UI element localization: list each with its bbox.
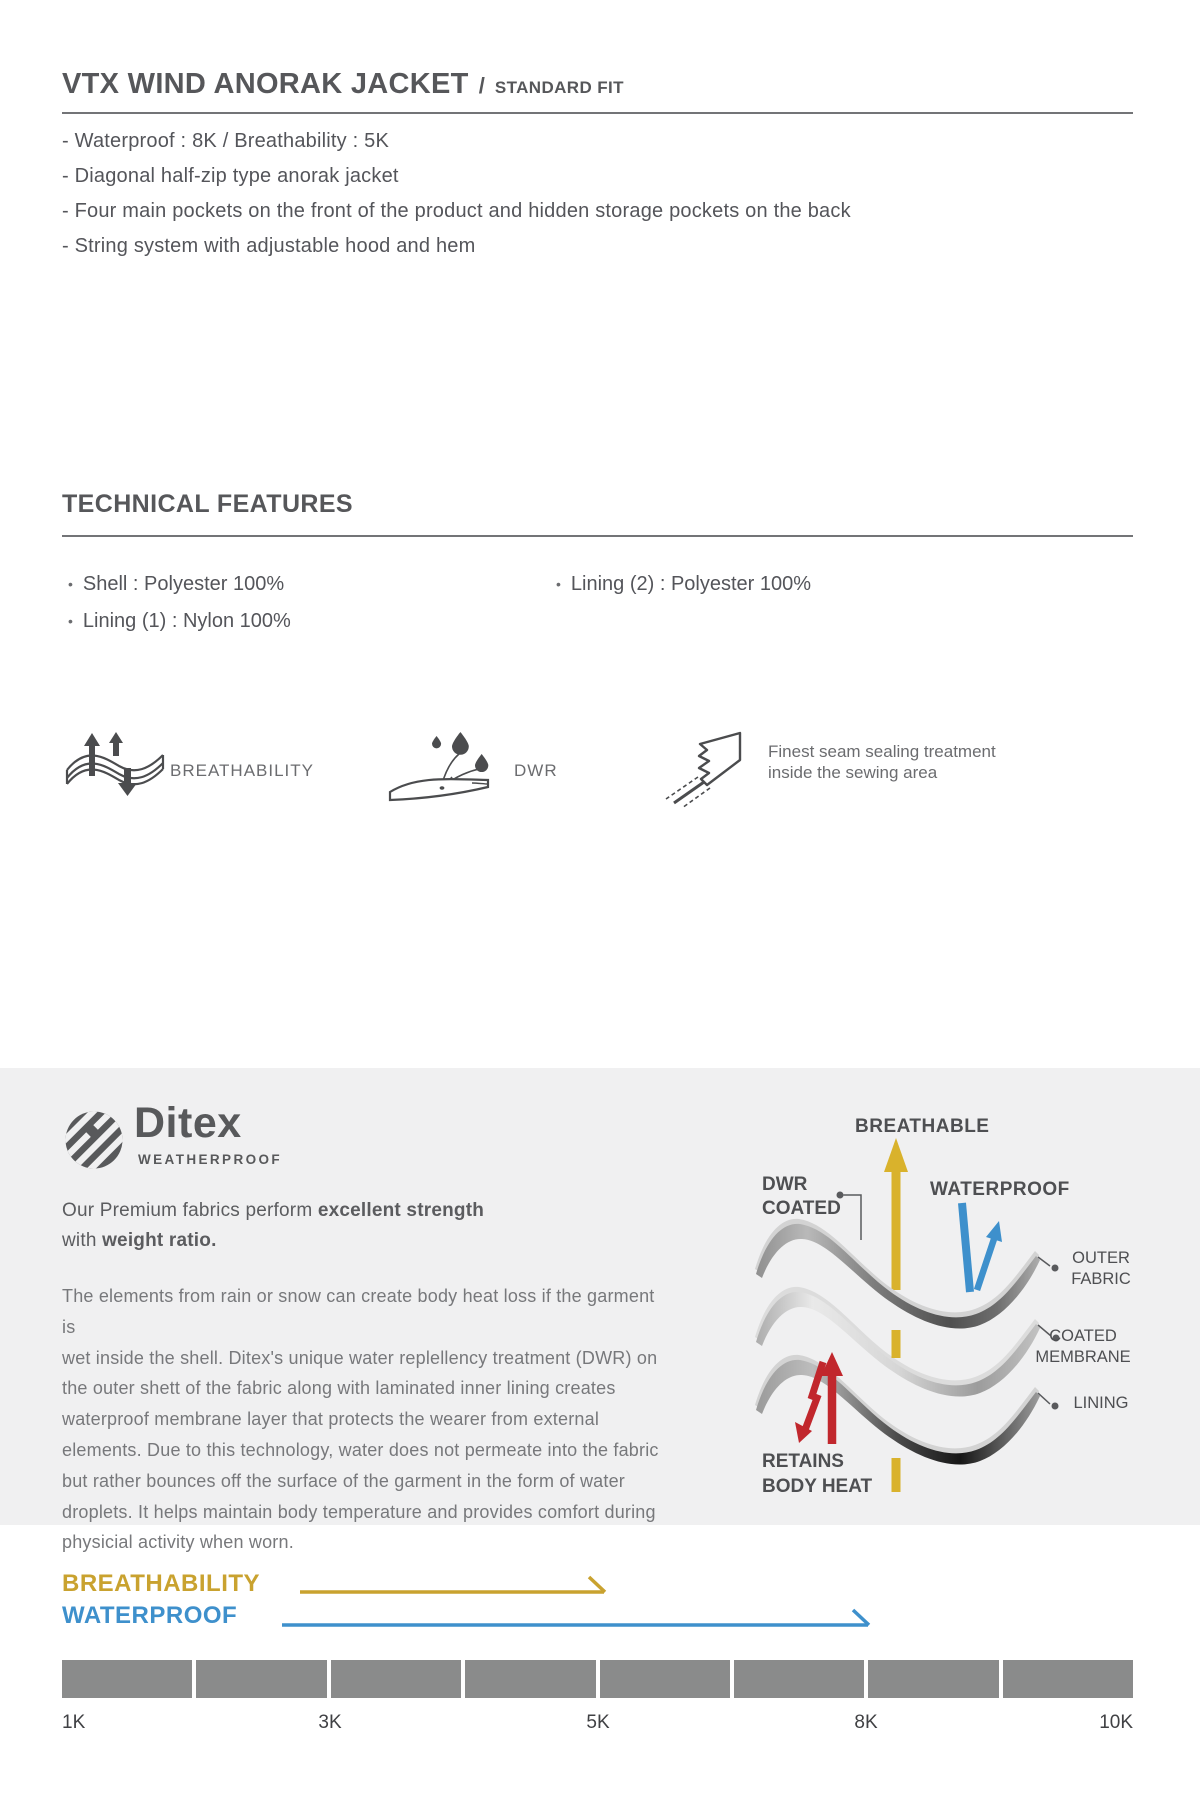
scale-tick: 10K xyxy=(1099,1712,1133,1733)
scale-waterproof-label: WATERPROOF xyxy=(62,1602,238,1629)
scale-tick: 3K xyxy=(318,1712,342,1733)
fabric-layers-diagram xyxy=(640,1100,1160,1520)
dwr-icon-label: DWR xyxy=(514,761,558,780)
description-line: elements. Due to this technology, water does not permeate into the fabric xyxy=(62,1439,659,1460)
scale-tick: 8K xyxy=(854,1712,878,1733)
breathability-icon xyxy=(64,732,166,804)
product-title: VTX WIND ANORAK JACKET xyxy=(62,68,469,100)
diagram-retains-label xyxy=(762,1449,872,1499)
scale-tick: 1K xyxy=(62,1712,86,1733)
description-line: the outer shett of the fabric along with laminated inner lining creates xyxy=(62,1378,616,1399)
intro-text: Our Premium fabrics perform xyxy=(62,1200,318,1221)
diagram-label-line: FABRIC xyxy=(1071,1270,1131,1288)
material-text: Lining (1) : Nylon 100% xyxy=(82,610,291,632)
description-paragraph xyxy=(62,1281,662,1558)
leader-lines xyxy=(837,1192,1060,1410)
diagram-label-line: MEMBRANE xyxy=(1035,1348,1131,1366)
scale-tick: 5K xyxy=(586,1712,610,1733)
breathable-arrow xyxy=(884,1138,908,1290)
diagram-waterproof-label: WATERPROOF xyxy=(930,1179,1070,1200)
feature-item: - Diagonal half-zip type anorak jacket xyxy=(62,165,399,187)
breathable-arrow-segments xyxy=(892,1330,901,1492)
bullet-icon: • xyxy=(68,613,73,629)
technical-features-heading: TECHNICAL FEATURES xyxy=(62,490,354,518)
material-item xyxy=(68,566,291,603)
intro-text: with xyxy=(62,1230,103,1251)
material-text: Lining (2) : Polyester 100% xyxy=(570,573,812,595)
material-text: Shell : Polyester 100% xyxy=(82,573,285,595)
intro-text-bold: excellent strength xyxy=(317,1200,485,1221)
scale-segment xyxy=(734,1660,864,1698)
diagram-outer-fabric-label xyxy=(1056,1248,1146,1290)
breathability-icon-label: BREATHABILITY xyxy=(170,761,314,780)
waterproof-arrows xyxy=(962,1203,1002,1292)
feature-item: - String system with adjustable hood and hem xyxy=(62,235,476,257)
breathability-indicator-line xyxy=(300,1577,605,1592)
dwr-icon xyxy=(386,730,493,808)
seam-sealing-icon xyxy=(650,730,752,812)
title-divider xyxy=(62,112,1133,114)
diagram-label-line: COATED xyxy=(762,1198,841,1219)
bullet-icon: • xyxy=(556,576,561,592)
feature-list xyxy=(62,124,851,264)
material-item xyxy=(68,603,291,640)
seam-text-line: Finest seam sealing treatment xyxy=(768,742,996,761)
scale-segment xyxy=(868,1660,998,1698)
title-slash: / xyxy=(478,73,485,98)
diagram-label-line: RETAINS xyxy=(762,1451,844,1472)
description-line: The elements from rain or snow can create body heat loss if the garment is xyxy=(62,1286,655,1337)
ditex-logo-icon xyxy=(64,1110,124,1170)
feature-item: - Waterproof : 8K / Breathability : 5K xyxy=(62,130,389,152)
technical-divider xyxy=(62,535,1133,537)
scale-segment xyxy=(600,1660,730,1698)
scale-segment xyxy=(1003,1660,1133,1698)
diagram-label-line: OUTER xyxy=(1072,1249,1130,1267)
scale-indicator-lines xyxy=(60,1562,1150,1642)
scale-segment xyxy=(465,1660,595,1698)
description-line: waterproof membrane layer that protects the wearer from external xyxy=(62,1409,600,1430)
diagram-label-line: DWR xyxy=(762,1174,808,1195)
brand-name: Ditex xyxy=(134,1099,242,1147)
fit-label: STANDARD FIT xyxy=(494,78,624,97)
scale-breathability-label: BREATHABILITY xyxy=(62,1570,261,1597)
materials-column-right xyxy=(556,566,811,603)
diagram-membrane-label xyxy=(1028,1326,1138,1368)
diagram-breathable-label: BREATHABLE xyxy=(855,1116,990,1137)
brand-subtitle: WEATHERPROOF xyxy=(138,1152,283,1167)
bullet-icon: • xyxy=(68,576,73,592)
scale-segment xyxy=(331,1660,461,1698)
scale-segment xyxy=(62,1660,192,1698)
page-title xyxy=(62,68,624,101)
seam-text-line: inside the sewing area xyxy=(768,763,938,782)
description-line: wet inside the shell. Ditex's unique water replellency treatment (DWR) on xyxy=(62,1347,658,1368)
rating-scale-bar xyxy=(62,1660,1133,1698)
scale-segment xyxy=(196,1660,326,1698)
description-line: physicial activity when worn. xyxy=(62,1532,294,1553)
intro-line xyxy=(62,1230,217,1252)
diagram-label-line: BODY HEAT xyxy=(762,1476,873,1497)
description-line: droplets. It helps maintain body temperature and provides comfort during xyxy=(62,1501,656,1522)
waterproof-indicator-line xyxy=(282,1610,869,1625)
seam-sealing-text xyxy=(768,741,996,783)
intro-text-bold: weight ratio. xyxy=(102,1230,217,1251)
materials-column-left xyxy=(68,566,291,640)
diagram-dwr-coated-label xyxy=(762,1173,841,1221)
diagram-lining-label: LINING xyxy=(1073,1394,1129,1412)
feature-item: - Four main pockets on the front of the product and hidden storage pockets on the back xyxy=(62,200,851,222)
intro-line xyxy=(62,1200,484,1222)
diagram-label-line: COATED xyxy=(1049,1327,1117,1345)
description-line: but rather bounces off the surface of the garment in the form of water xyxy=(62,1470,625,1491)
material-item xyxy=(556,566,811,603)
